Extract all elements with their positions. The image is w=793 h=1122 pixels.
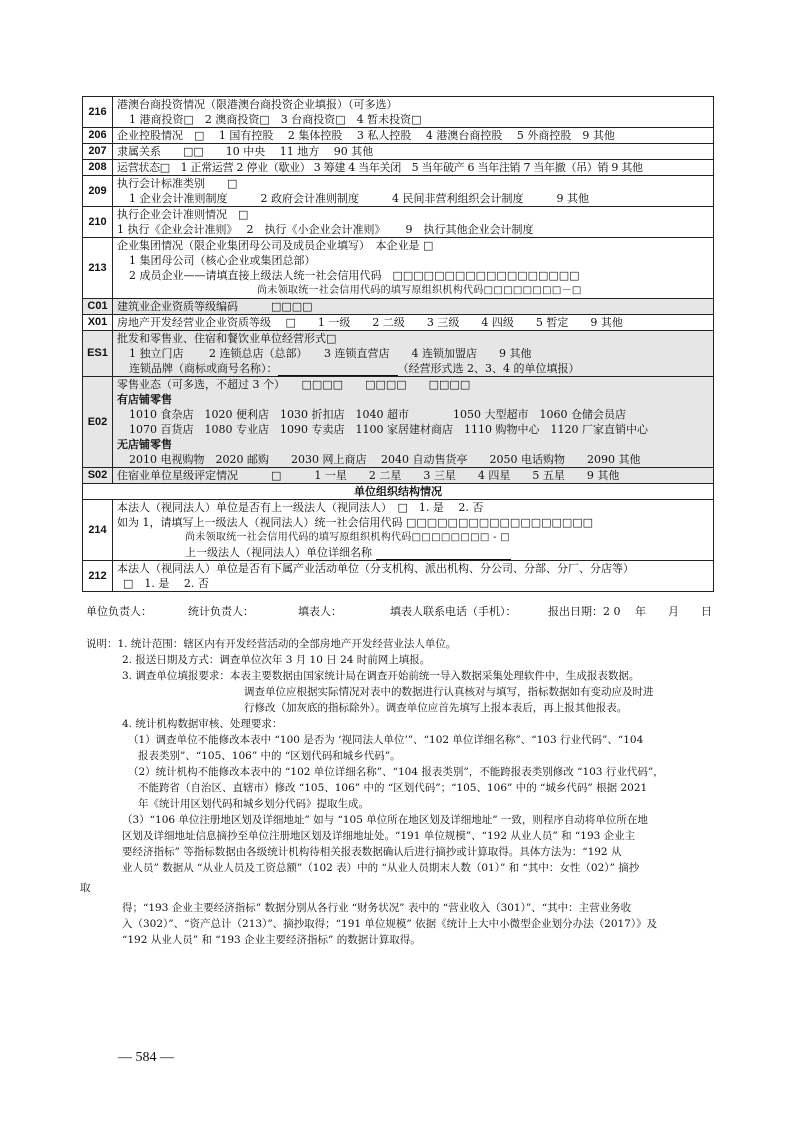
note-4-3d: 业人员” 数据从 “从业人员及工资总额”（102 表）中的 “从业人员期末人数（01）” 和 “其中：女性（02）” 摘抄 bbox=[122, 862, 640, 874]
report-date-label: 报出日期：2 0 年 月 日 bbox=[548, 605, 712, 618]
row-216 bbox=[83, 97, 714, 128]
row-code: C01 bbox=[83, 299, 113, 315]
row-212-question: 本法人（视同法人）单位是否有下属产业活动单位（分支机构、派出机构、分公司、分部、分厂、分店等） bbox=[117, 562, 634, 575]
row-code: 214 bbox=[83, 500, 113, 561]
note-4-3h: “192 从业人员” 和 “193 企业主要经济指标” 的数据计算取得。 bbox=[122, 934, 421, 946]
row-208 bbox=[83, 160, 714, 176]
row-code: 208 bbox=[83, 160, 113, 176]
note-4-3b: 区划及详细地址信息摘抄至单位注册地区划及详细地址处。“191 单位规模”、“192 从业人员” 和 “193 企业主 bbox=[122, 830, 636, 842]
note-4-3f: 得；“193 企业主要经济指标” 数据分别从各行业 “财务状况” 表中的 “营业收入（301）”、“其中：主营业务收 bbox=[122, 902, 632, 914]
row-code: 216 bbox=[83, 97, 113, 128]
row-214 bbox=[83, 500, 714, 561]
row-X01 bbox=[83, 315, 714, 331]
note-1: 说明：1. 统计范围：辖区内有开发经营活动的全部房地产开发经营业法人单位。 bbox=[86, 638, 457, 650]
row-code: 209 bbox=[83, 176, 113, 207]
row-213-org-code[interactable]: 尚未领取统一社会信用代码的填写原组织机构代码□□□□□□□□－□ bbox=[257, 285, 582, 296]
row-210 bbox=[83, 207, 714, 238]
section-header-row bbox=[83, 484, 714, 500]
row-214-org-code[interactable]: 尚未领取统一社会信用代码的填写原组织机构代码□□□□□□□□ - □ bbox=[185, 532, 510, 543]
row-code: 212 bbox=[83, 561, 113, 592]
note-4-2c: 年《统计用区划代码和城乡划分代码》提取生成。 bbox=[138, 798, 369, 810]
note-4: 4. 统计机构数据审核、处理要求： bbox=[122, 718, 283, 730]
note-2: 2. 报送日期及方式：调查单位次年 3 月 10 日 24 时前网上填报。 bbox=[122, 654, 431, 666]
note-3-cont-1: 调查单位应根据实际情况对表中的数据进行认真核对与填写，指标数据如有变动应及时进 bbox=[244, 686, 654, 698]
note-4-3e: 取 bbox=[80, 882, 91, 894]
row-code: ES1 bbox=[83, 331, 113, 377]
row-206 bbox=[83, 128, 714, 144]
row-209 bbox=[83, 176, 714, 207]
row-214-parent-name-label: 上一级法人（视同法人）单位详细名称 bbox=[185, 546, 372, 559]
page-number: — 584 — bbox=[118, 1050, 174, 1065]
row-code: 213 bbox=[83, 238, 113, 299]
row-code: S02 bbox=[83, 468, 113, 484]
section-title: 单位组织结构情况 bbox=[83, 484, 714, 500]
row-ES1-title[interactable]: 批发和零售业、住宿和餐饮业单位经营形式□ bbox=[117, 332, 337, 345]
row-ES1-brand-label: 连锁品牌（商标或商号名称）： bbox=[129, 362, 278, 375]
row-ES1-options: 1 独立门店 2 连锁总店（总部） 3 连锁直营店 4 连锁加盟店 9 其他 bbox=[129, 347, 532, 360]
row-207 bbox=[83, 144, 714, 160]
row-214-question[interactable]: 本法人（视同法人）单位是否有上一级法人（视同法人） □ 1. 是 2. 否 bbox=[117, 501, 484, 514]
row-207-text[interactable]: 隶属关系 □□ 10 中央 11 地方 90 其他 bbox=[113, 144, 714, 160]
row-216-options[interactable]: 1 港商投资□ 2 澳商投资□ 3 台商投资□ 4 暂未投资□ bbox=[129, 113, 422, 126]
store-retail-heading: 有店铺零售 bbox=[117, 393, 172, 406]
row-210-title[interactable]: 执行企业会计准则情况 □ bbox=[117, 208, 249, 221]
row-X01-text[interactable]: 房地产开发经营业企业资质等级 □ 1 一级 2 二级 3 三级 4 四级 5 暂定 9 其他 bbox=[113, 315, 714, 331]
note-4-1a: （1）调查单位不能修改本表中 “100 是否为 ‘视同法人单位’”、“102 单位详细名称”、“103 行业代码”、“104 bbox=[128, 734, 644, 746]
row-C01-text[interactable]: 建筑业企业资质等级编码 □□□□ bbox=[113, 299, 714, 315]
row-ES1-brand-note: （经营形式选 2、3、4 的单位填报） bbox=[397, 362, 580, 375]
row-E02-title[interactable]: 零售业态（可多选，不超过 3 个） □□□□ □□□□ □□□□ bbox=[117, 378, 471, 391]
row-212-options[interactable]: □ 1. 是 2. 否 bbox=[123, 577, 209, 590]
note-3-cont-2: 行修改（加灰底的指标除外）。调查单位应首先填写上报本表后，再上报其他报表。 bbox=[244, 702, 628, 714]
row-208-text[interactable]: 运营状态□ 1 正常运营 2 停业（歇业） 3 筹建 4 当年关闭 5 当年破产 6 当年注销 7 当年撤（吊）销 9 其他 bbox=[113, 160, 714, 176]
phone-label: 填表人联系电话（手机）： bbox=[390, 605, 517, 618]
note-4-3g: 入（302）”、“资产总计（213）”、摘抄取得；“191 单位规模” 依据《统计上大中小微型企业划分办法（2017）》及 bbox=[122, 918, 658, 930]
row-212 bbox=[83, 561, 714, 592]
row-206-text[interactable]: 企业控股情况 □ 1 国有控股 2 集体控股 3 私人控股 4 港澳台商控股 5 外商控股 9 其他 bbox=[113, 128, 714, 144]
survey-form-table bbox=[82, 96, 714, 592]
row-code: X01 bbox=[83, 315, 113, 331]
row-code: 207 bbox=[83, 144, 113, 160]
unit-head-label: 单位负责人： bbox=[86, 605, 152, 618]
row-S02 bbox=[83, 468, 714, 484]
row-209-title[interactable]: 执行会计标准类别 □ bbox=[117, 177, 238, 190]
nonstore-retail-options: 2010 电视购物 2020 邮购 2030 网上商店 2040 自动售货亭 2050 电话购物 2090 其他 bbox=[129, 453, 641, 466]
filler-label: 填表人： bbox=[298, 605, 342, 618]
note-4-3a: （3）“106 单位注册地区划及详细地址” 如与 “105 单位所在地区划及详细地址” 一致，则程序自动将单位所在地 bbox=[122, 814, 648, 826]
row-E02 bbox=[83, 377, 714, 468]
row-216-title: 港澳台商投资情况（限港澳台商投资企业填报）（可多选） bbox=[117, 98, 398, 111]
store-retail-options-1: 1010 食杂店 1020 便利店 1030 折扣店 1040 超市 1050 大型超市 1060 仓储会员店 bbox=[129, 408, 626, 421]
stat-head-label: 统计负责人： bbox=[188, 605, 254, 618]
note-4-2b: 不能跨省（自治区、直辖市）修改 “105、106” 中的 “区划代码”；“105、106” 中的 “城乡代码” 根据 2021 bbox=[138, 782, 648, 794]
row-209-options: 1 企业会计准则制度 2 政府会计准则制度 4 民间非营利组织会计制度 9 其他 bbox=[129, 192, 589, 205]
row-213-option-2[interactable]: 2 成员企业——请填直接上级法人统一社会信用代码 □□□□□□□□□□□□□□□□□□ bbox=[129, 269, 580, 282]
note-4-1b: 报表类别”、“105、106” 中的 “区划代码和城乡代码”。 bbox=[138, 750, 401, 762]
row-C01 bbox=[83, 299, 714, 315]
row-code: E02 bbox=[83, 377, 113, 468]
store-retail-options-2: 1070 百货店 1080 专业店 1090 专卖店 1100 家居建材商店 1110 购物中心 1120 厂家直销中心 bbox=[129, 423, 648, 436]
row-code: 206 bbox=[83, 128, 113, 144]
row-213-title[interactable]: 企业集团情况（限企业集团母公司及成员企业填写） 本企业是 □ bbox=[117, 239, 434, 252]
note-3: 3. 调查单位填报要求：本表主要数据由国家统计局在调查开始前统一导入数据采集处理软件中，生成报表数据。 bbox=[122, 670, 640, 682]
parent-name-field[interactable] bbox=[376, 548, 511, 560]
row-214-credit-code[interactable]: 如为 1，请填写上一级法人（视同法人）统一社会信用代码 □□□□□□□□□□□□□□□□□□ bbox=[117, 516, 594, 529]
note-4-2a: （2）统计机构不能修改本表中的 “102 单位详细名称”、“104 报表类别”，不能跨报表类别修改 “103 行业代码”， bbox=[128, 766, 664, 778]
brand-name-field[interactable] bbox=[278, 364, 398, 376]
row-210-options: 1 执行《企业会计准则》 2 执行《小企业会计准则》 9 执行其他企业会计制度 bbox=[117, 223, 534, 236]
row-S02-text[interactable]: 住宿业单位星级评定情况 □ 1 一星 2 二星 3 三星 4 四星 5 五星 9 其他 bbox=[113, 468, 714, 484]
row-213 bbox=[83, 238, 714, 299]
row-ES1 bbox=[83, 331, 714, 377]
note-4-3c: 要经济指标” 等指标数据由各级统计机构待相关报表数据确认后进行摘抄或计算取得。具体方法为：“192 从 bbox=[122, 846, 622, 858]
row-213-option-1: 1 集团母公司（核心企业或集团总部） bbox=[129, 254, 316, 267]
row-code: 210 bbox=[83, 207, 113, 238]
nonstore-retail-heading: 无店铺零售 bbox=[117, 438, 172, 451]
